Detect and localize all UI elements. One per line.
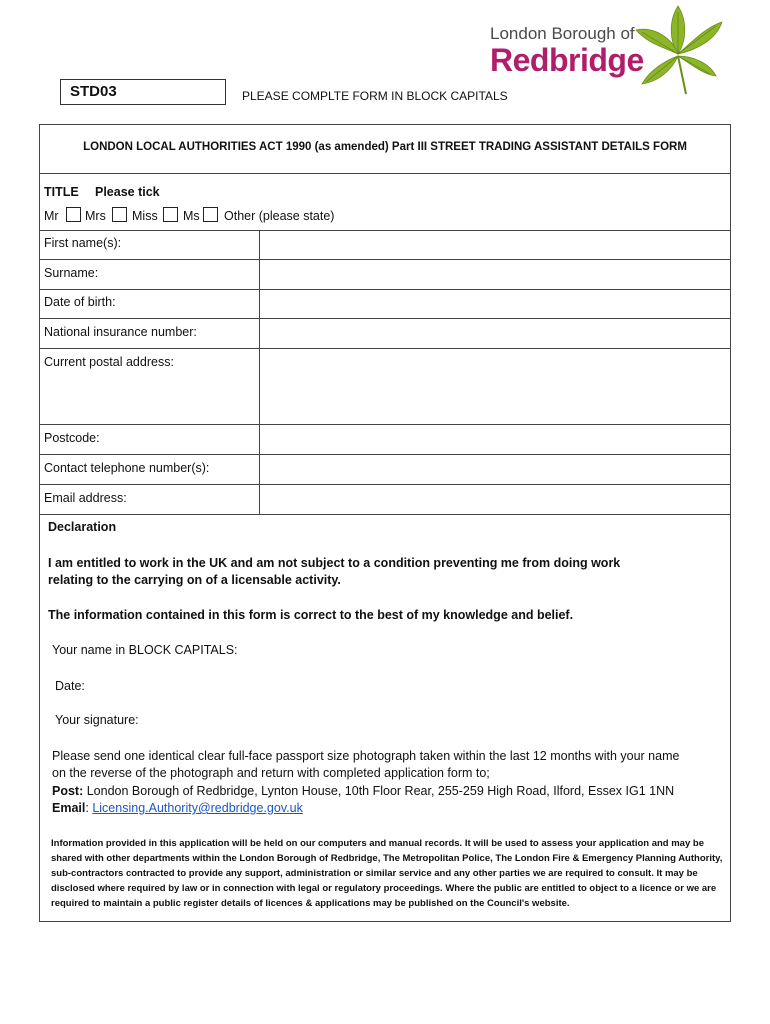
name-capitals-input[interactable] (240, 640, 720, 660)
data-protection-notice: Information provided in this application will be held on our computers and manual records. It will be used to assess your application and may be shared with other departments within the London Borough of Redbridge, The Metropolitan Police, The London Fire & Emergency Planning Authority, sub-contractors contracted to provide any support, administration or similar service and any other parties we are required to consult. It may be disclosed where required by law or in connection with legal or regulatory proceedings. Where the public are entitled to object to a licence or we are required to maintain a public register details of licences & applications may be published on the Council's website. (51, 838, 723, 909)
tick-instruction: Please tick (95, 185, 160, 199)
checkbox-mrs[interactable] (112, 207, 127, 222)
divider (39, 173, 731, 174)
postcode-label: Postcode: (44, 431, 100, 445)
email-link[interactable]: Licensing.Authority@redbridge.gov.uk (92, 801, 303, 815)
ni-input[interactable] (260, 319, 730, 348)
form-title: LONDON LOCAL AUTHORITIES ACT 1990 (as amended) Part III STREET TRADING ASSISTANT DETAILS FORM (83, 141, 687, 153)
email-contact-label: Email (52, 801, 86, 815)
title-option-mr: Mr (44, 209, 59, 223)
surname-label: Surname: (44, 266, 99, 280)
declaration-statement-line2: relating to the carrying on of a licensable activity. (48, 573, 341, 587)
surname-input[interactable] (260, 260, 730, 289)
dob-label: Date of birth: (44, 295, 116, 309)
declaration-statement-line1: I am entitled to work in the UK and am not subject to a condition preventing me from doing work (48, 556, 621, 570)
address-input[interactable] (260, 349, 730, 424)
checkbox-ms[interactable] (203, 207, 218, 222)
form-code: STD03 (70, 83, 117, 100)
phone-label: Contact telephone number(s): (44, 461, 210, 475)
first-name-label: First name(s): (44, 236, 122, 250)
email-colon: : (85, 801, 89, 815)
photo-instruction-line1: Please send one identical clear full-face passport size photograph taken within the last 12 months with your name (52, 749, 680, 763)
post-label: Post: (52, 784, 84, 798)
postcode-input[interactable] (260, 425, 730, 454)
divider (39, 514, 731, 515)
declaration-heading: Declaration (48, 520, 117, 534)
checkbox-mr[interactable] (66, 207, 81, 222)
chestnut-leaf-logo-icon (630, 4, 726, 96)
post-address: London Borough of Redbridge, Lynton House, 10th Floor Rear, 255-259 High Road, Ilford, Essex IG1 1NN (86, 784, 675, 798)
post-address-line (52, 784, 674, 798)
signature-label: Your signature: (55, 713, 139, 727)
form-instruction: PLEASE COMPLTE FORM IN BLOCK CAPITALS (242, 89, 508, 103)
ni-label: National insurance number: (44, 325, 197, 339)
name-capitals-label: Your name in BLOCK CAPITALS: (52, 643, 238, 657)
dob-input[interactable] (260, 290, 730, 318)
signature-input[interactable] (150, 710, 550, 730)
title-option-other: Other (please state) (224, 209, 335, 223)
email-input[interactable] (260, 485, 730, 514)
photo-instruction-line2: on the reverse of the photograph and return with completed application form to; (52, 766, 490, 780)
email-contact-line (52, 801, 303, 815)
date-label: Date: (55, 679, 85, 693)
phone-input[interactable] (260, 455, 730, 484)
checkbox-miss[interactable] (163, 207, 178, 222)
title-label: TITLE (44, 185, 79, 199)
address-label: Current postal address: (44, 355, 174, 369)
title-option-miss: Miss (132, 209, 158, 223)
declaration-statement-2: The information contained in this form is correct to the best of my knowledge and belief. (48, 608, 574, 622)
logo-subtitle: London Borough of (490, 24, 635, 43)
date-input[interactable] (95, 676, 395, 696)
first-name-input[interactable] (260, 231, 730, 259)
logo-title: Redbridge (490, 42, 644, 78)
email-label: Email address: (44, 491, 127, 505)
title-option-ms: Ms (183, 209, 200, 223)
title-option-mrs: Mrs (85, 209, 106, 223)
